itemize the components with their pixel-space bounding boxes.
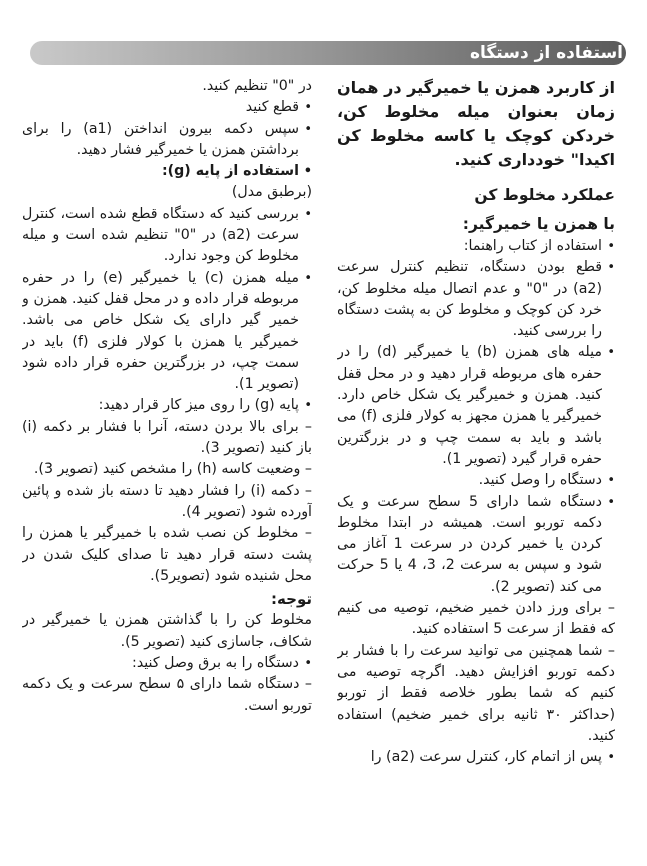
list-item: • استفاده از کتاب راهنما:	[337, 236, 615, 257]
paragraph: (برطبق مدل)	[231, 184, 312, 201]
list-item: • قطع بودن دستگاه، تنظیم کنترل سرعت (a2) در "0" و عدم اتصال میله مخلوط کن، خرد کن کوچک و مخلوط کن به پشت دستگاه را بررسی کنید.	[337, 259, 615, 340]
paragraph: – برای بالا بردن دسته، آنرا با فشار بر دکمه (i) باز کنید (تصویر 3).	[22, 418, 312, 457]
subheading-line-1: عملکرد مخلوط کن	[474, 186, 615, 204]
list-item: • پایه (g) را روی میز کار قرار دهید:	[22, 395, 312, 416]
list-item: • بررسی کنید که دستگاه قطع شده است، کنترل سرعت (a2) در "0" تنظیم شده است و میله مخلوط کن وجود ندارد.	[22, 205, 312, 265]
list-item: • پس از اتمام کار، کنترل سرعت (a2) را	[337, 747, 615, 768]
bullet-icon: •	[304, 398, 312, 414]
list-item: • قطع کنید	[22, 97, 312, 118]
right-column	[337, 76, 615, 856]
note-heading: توجه:	[271, 590, 312, 609]
list-item: • دستگاه را وصل کنید.	[337, 470, 615, 491]
bullet-icon: •	[607, 260, 615, 276]
bullet-icon: •	[607, 473, 615, 489]
paragraph: – مخلوط کن نصب شده با خمیرگیر یا همزن را پشت دسته قرار دهید تا صدای کلیک شدن در محل شنیده شود (تصویر5).	[22, 525, 312, 584]
bullet-icon: •	[607, 239, 615, 254]
list-item: • دستگاه شما دارای 5 سطح سرعت و یک دکمه توربو است. همیشه در ابتدا مخلوط کردن یا خمیر کردن در سرعت 1 آغاز می شود و سپس به سرعت 2، 3، 4 یا 5 حرکت می کند (تصویر 2).	[337, 493, 615, 595]
subheading-line-2: با همزن یا خمیرگیر:	[462, 215, 615, 233]
bullet-icon: •	[607, 750, 615, 766]
paragraph: – شما همچنین می توانید سرعت را با فشار بر دکمه توربو افزایش دهید. اگرچه توصیه می کنیم که شما بطور خلاصه فقط از توربو (حداکثر ۳۰ ثانیه برای خمیر ضخیم) استفاده کنید.	[337, 642, 615, 744]
paragraph: – دکمه (i) را فشار دهید تا دسته باز شده و پائین آورده شود (تصویر 4).	[22, 482, 312, 520]
paragraph: – وضعیت کاسه (h) را مشخص کنید (تصویر 3).	[33, 461, 312, 478]
bullet-icon: •	[607, 345, 615, 361]
bullet-icon: •	[304, 121, 312, 137]
list-item: • سپس دکمه بیرون انداختن (a1) را برای برداشتن همزن یا خمیرگیر فشار دهید.	[22, 120, 312, 158]
list-item: • دستگاه را به برق وصل کنید:	[22, 653, 312, 674]
list-item: • میله همزن (c) یا خمیرگیر (e) را در حفره مربوطه قرار داده و در محل قفل کنید. همزن و خمیر گیر دارای یک شکل خاص می باشد. خمیرگیر یا همزن با کولار فلزی (f) باید در سمت چپ، در بزرگترین حفره قرار داده شود (تصویر 1).	[22, 269, 312, 393]
paragraph: – دستگاه شما دارای ۵ سطح سرعت و یک دکمه توربو است.	[22, 676, 312, 714]
bullet-icon: •	[304, 270, 312, 286]
paragraph: – برای ورز دادن خمیر ضخیم، توصیه می کنیم که فقط از سرعت 5 استفاده کنید.	[337, 600, 615, 638]
list-item: • استفاده از پایه (g):	[22, 161, 312, 182]
bullet-icon: •	[304, 100, 312, 116]
bullet-icon: •	[607, 494, 615, 510]
bullet-icon: •	[304, 206, 312, 222]
warning-intro: از کاربرد همزن یا خمیرگیر در همان زمان بعنوان میله مخلوط کن، خردکن کوچک یا کاسه مخلوط کن اکیدا" خودداری کنید.	[337, 78, 615, 169]
bullet-icon: •	[303, 164, 312, 180]
list-item: • میله های همزن (b) یا خمیرگیر (d) را در حفره های مربوطه قرار دهید و در محل قفل کنید. همزن و خمیرگیر یک شکل خاص دارد. خمیرگیر یا همزن مجهز به کولار فلزی (f) می باشد و باید به سمت چپ و در بزرگترین حفره قرار گیرد (تصویر 1).	[337, 344, 615, 467]
left-column	[22, 76, 312, 856]
paragraph: مخلوط کن را با گذاشتن همزن یا خمیرگیر در شکاف، جاسازی کنید (تصویر 5).	[22, 612, 312, 650]
paragraph: در "0" تنظیم کنید.	[202, 78, 312, 94]
bullet-icon: •	[304, 656, 312, 672]
section-title: استفاده از دستگاه	[470, 43, 623, 63]
